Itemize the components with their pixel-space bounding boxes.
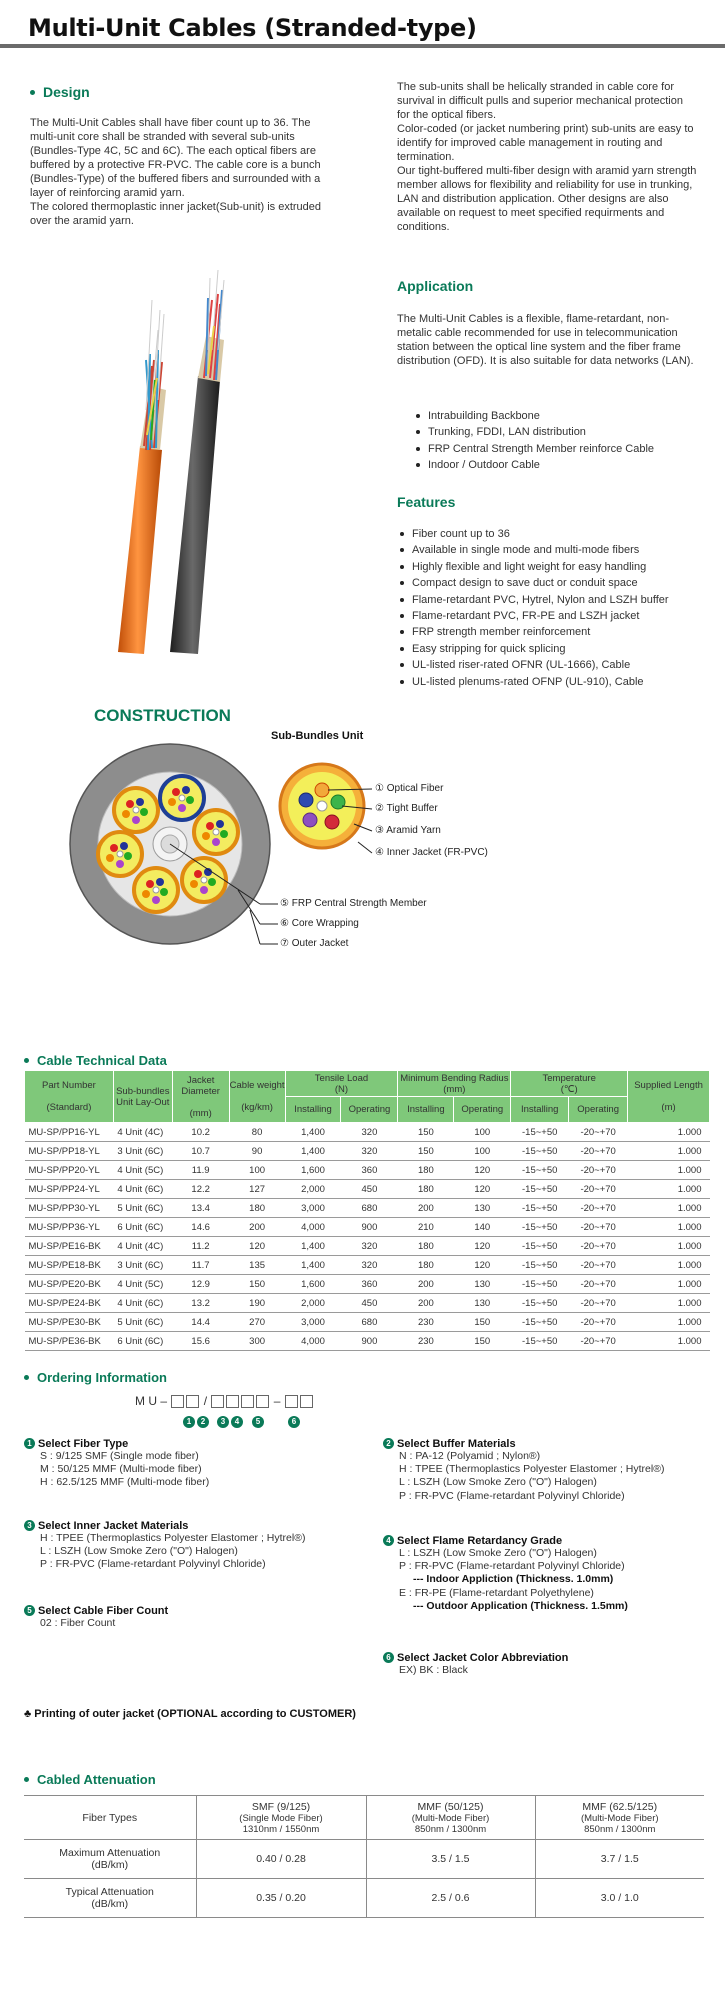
table-cell: 100: [229, 1161, 285, 1180]
table-cell: 6 Unit (6C): [113, 1332, 172, 1351]
table-cell: 1,600: [285, 1275, 341, 1294]
subunit-4: [182, 858, 226, 902]
table-cell: MU-SP/PP20-YL: [25, 1161, 114, 1180]
code-num: 6: [288, 1416, 300, 1428]
table-cell: MU-SP/PP18-YL: [25, 1142, 114, 1161]
list-item: Compact design to save duct or conduit space: [400, 575, 710, 591]
table-cell: 1.000: [628, 1332, 710, 1351]
subunit-3: [194, 810, 238, 854]
design-para-2: The colored thermoplastic inner jacket(Sub-unit) is extruded over the aramid yarn.: [30, 201, 322, 227]
design-right-1: The sub-units shall be helically stranded in cable core for survival in difficult pulls and superior mechanical protection for the optical fibers.: [397, 81, 683, 121]
list-item: UL-listed riser-rated OFNR (UL-1666), Cable: [400, 657, 710, 673]
subunit-5: [134, 868, 178, 912]
table-cell: 1.000: [628, 1142, 710, 1161]
table-cell: 120: [454, 1180, 511, 1199]
th-operating: Operating: [341, 1097, 398, 1123]
table-cell: 180: [398, 1237, 454, 1256]
table-cell: 140: [454, 1218, 511, 1237]
label-inner-jacket: ④ Inner Jacket (FR-PVC): [375, 847, 488, 858]
table-cell: -20~+70: [569, 1161, 628, 1180]
list-item: Highly flexible and light weight for easy handling: [400, 559, 710, 575]
ord-line: H : TPEE (Thermoplastics Polyester Elastomer ; Hytrel®): [399, 1463, 665, 1476]
label-aramid-yarn: ③ Aramid Yarn: [375, 825, 441, 836]
list-item: FRP strength member reinforcement: [400, 624, 710, 640]
table-cell: 2,000: [285, 1180, 341, 1199]
subunit-1: [114, 788, 158, 832]
order-inner-jacket: [24, 1520, 364, 1572]
table-cell: 180: [398, 1161, 454, 1180]
ord-line: L : LSZH (Low Smoke Zero ("O") Halogen): [399, 1547, 597, 1559]
table-cell: 1,400: [285, 1123, 341, 1142]
table-row: [25, 1313, 710, 1332]
code-box: [186, 1395, 199, 1408]
list-item: Easy stripping for quick splicing: [400, 641, 710, 657]
list-item: Indoor / Outdoor Cable: [416, 457, 706, 473]
ord-outdoor-note: --- Outdoor Application (Thickness. 1.5mm): [413, 1599, 628, 1612]
label-frp: ⑤ FRP Central Strength Member: [280, 898, 427, 909]
table-cell: -15~+50: [511, 1161, 569, 1180]
ord-line: H : TPEE (Thermoplastics Polyester Elastomer ; Hytrel®): [40, 1532, 306, 1544]
ord-line: L : LSZH (Low Smoke Zero ("O") Halogen): [399, 1476, 597, 1489]
list-item: Intrabuilding Backbone: [416, 408, 706, 424]
table-cell: 200: [398, 1199, 454, 1218]
table-cell: 127: [229, 1180, 285, 1199]
code-num: 2: [197, 1416, 209, 1428]
title-rule: [0, 44, 725, 48]
th-installing: Installing: [285, 1097, 341, 1123]
table-cell: 150: [454, 1313, 511, 1332]
table-row: [25, 1332, 710, 1351]
list-item: FRP Central Strength Member reinforce Cable: [416, 441, 706, 457]
bullet-icon: [24, 1058, 29, 1063]
table-cell: MU-SP/PP36-YL: [25, 1218, 114, 1237]
table-cell: 3,000: [285, 1313, 341, 1332]
design-right-3: Our tight-buffered multi-fiber design with aramid yarn strength member allows for flexibility and reliability for use in trunking, LAN and distribution application. Other designs are also available on request to meet specified requirments and conditions.: [397, 165, 697, 233]
th-installing: Installing: [398, 1097, 454, 1123]
table-row: [25, 1180, 710, 1199]
black-cable: [170, 270, 224, 654]
table-cell: 180: [398, 1256, 454, 1275]
table-cell: -15~+50: [511, 1123, 569, 1142]
table-cell: 230: [398, 1332, 454, 1351]
code-num: 3: [217, 1416, 229, 1428]
table-cell: -20~+70: [569, 1275, 628, 1294]
table-cell: -15~+50: [511, 1275, 569, 1294]
table-cell: 150: [398, 1123, 454, 1142]
table-cell: MU-SP/PP30-YL: [25, 1199, 114, 1218]
application-text: The Multi-Unit Cables is a flexible, flame-retardant, non-metalic cable recommended for use in telecommunication station between the optical line system and the fiber frame distribution (OFD). It is also suitable for data networks (LAN).: [397, 313, 694, 367]
table-cell: 1.000: [628, 1123, 710, 1142]
table-cell: -15~+50: [511, 1199, 569, 1218]
th-tensile: Tensile Load (N): [285, 1071, 398, 1097]
att-row-label: Maximum Attenuation (dB/km): [24, 1840, 196, 1879]
ord-title: Select Inner Jacket Materials: [38, 1520, 189, 1532]
code-box: [211, 1395, 224, 1408]
technical-heading-text: Cable Technical Data: [37, 1053, 167, 1068]
order-fiber-type: [24, 1438, 354, 1490]
code-box: [241, 1395, 254, 1408]
table-cell: 1,400: [285, 1142, 341, 1161]
table-cell: 320: [341, 1142, 398, 1161]
table-cell: 1.000: [628, 1199, 710, 1218]
code-box: [171, 1395, 184, 1408]
table-cell: -20~+70: [569, 1199, 628, 1218]
table-cell: 4,000: [285, 1332, 341, 1351]
table-cell: 1.000: [628, 1256, 710, 1275]
table-cell: 11.9: [172, 1161, 229, 1180]
table-cell: -20~+70: [569, 1332, 628, 1351]
bullet-icon: [30, 90, 35, 95]
table-cell: 360: [341, 1275, 398, 1294]
table-cell: 120: [454, 1161, 511, 1180]
table-cell: 135: [229, 1256, 285, 1275]
table-cell: 150: [454, 1332, 511, 1351]
orange-cable: [118, 300, 166, 654]
th-part: Part Number (Standard): [25, 1071, 114, 1123]
table-cell: 150: [229, 1275, 285, 1294]
table-cell: MU-SP/PE36-BK: [25, 1332, 114, 1351]
table-cell: 5 Unit (6C): [113, 1199, 172, 1218]
label-tight-buffer: ② Tight Buffer: [375, 803, 438, 814]
order-buffer: [383, 1438, 723, 1503]
th-operating: Operating: [454, 1097, 511, 1123]
table-cell: 680: [341, 1313, 398, 1332]
table-cell: 130: [454, 1275, 511, 1294]
label-optical-fiber: ① Optical Fiber: [375, 783, 444, 794]
att-cell: 0.35 / 0.20: [196, 1879, 366, 1918]
table-cell: -20~+70: [569, 1180, 628, 1199]
design-right-2: Color-coded (or jacket numbering print) sub-units are easy to identify for improved cable management in routing and termination.: [397, 123, 694, 163]
att-fiber-types: Fiber Types: [24, 1796, 196, 1840]
table-cell: 3 Unit (6C): [113, 1142, 172, 1161]
table-cell: 100: [454, 1142, 511, 1161]
subunit-6: [98, 832, 142, 876]
table-cell: 1.000: [628, 1275, 710, 1294]
ord-line: M : 50/125 MMF (Multi-mode fiber): [40, 1463, 202, 1476]
ord-line: 02 : Fiber Count: [40, 1617, 116, 1629]
application-heading: Application: [397, 278, 474, 294]
table-cell: -20~+70: [569, 1218, 628, 1237]
table-cell: 120: [229, 1237, 285, 1256]
table-cell: 210: [398, 1218, 454, 1237]
subunit-2: [160, 776, 204, 820]
order-code-numbers: [182, 1411, 301, 1429]
table-row: [25, 1237, 710, 1256]
table-cell: MU-SP/PP24-YL: [25, 1180, 114, 1199]
table-cell: 230: [398, 1313, 454, 1332]
attenuation-table: [24, 1795, 704, 1918]
order-code-prefix: M U –: [135, 1394, 168, 1408]
table-cell: 4,000: [285, 1218, 341, 1237]
table-cell: 11.2: [172, 1237, 229, 1256]
bullet-icon: [24, 1777, 29, 1782]
ord-num-badge: 2: [383, 1438, 394, 1449]
table-cell: 13.4: [172, 1199, 229, 1218]
table-cell: 130: [454, 1199, 511, 1218]
table-cell: MU-SP/PE18-BK: [25, 1256, 114, 1275]
table-cell: -15~+50: [511, 1294, 569, 1313]
technical-table: [24, 1070, 710, 1351]
ord-num-badge: 3: [24, 1520, 35, 1531]
list-item: Available in single mode and multi-mode fibers: [400, 542, 710, 558]
table-row: [24, 1840, 704, 1879]
table-cell: 360: [341, 1161, 398, 1180]
printing-note: ♣ Printing of outer jacket (OPTIONAL according to CUSTOMER): [24, 1708, 356, 1720]
th-supplied: Supplied Length (m): [628, 1071, 710, 1123]
table-cell: 10.7: [172, 1142, 229, 1161]
th-weight: Cable weight (kg/km): [229, 1071, 285, 1123]
table-cell: 6 Unit (6C): [113, 1218, 172, 1237]
label-outer-jacket: ⑦ Outer Jacket: [280, 938, 349, 949]
table-cell: -15~+50: [511, 1256, 569, 1275]
att-cell: 3.0 / 1.0: [535, 1879, 704, 1918]
table-cell: 100: [454, 1123, 511, 1142]
table-row: [25, 1142, 710, 1161]
code-box: [256, 1395, 269, 1408]
ord-line: N : PA-12 (Polyamid ; Nylon®): [399, 1450, 541, 1462]
attenuation-heading: [24, 1772, 156, 1787]
att-row-label: Typical Attenuation (dB/km): [24, 1879, 196, 1918]
table-cell: 200: [398, 1294, 454, 1313]
design-right-text: [397, 80, 697, 234]
list-item: Flame-retardant PVC, Hytrel, Nylon and LSZH buffer: [400, 592, 710, 608]
table-cell: 2,000: [285, 1294, 341, 1313]
table-row: [25, 1294, 710, 1313]
table-cell: 200: [398, 1275, 454, 1294]
table-row: [24, 1879, 704, 1918]
table-cell: 1.000: [628, 1218, 710, 1237]
table-cell: 300: [229, 1332, 285, 1351]
application-list: [416, 408, 706, 474]
table-cell: -20~+70: [569, 1237, 628, 1256]
design-para-1: The Multi-Unit Cables shall have fiber count up to 36. The multi-unit core shall be stranded with several sub-units (Bundles-Type 4C, 5C and 6C). The each optical fibers are buffered by a protective FR-PVC. The cable core is a bunch (Bundles-Type) of the buffered fibers and surrounded with a layer of reinforcing aramid yarn.: [30, 117, 321, 199]
table-cell: 190: [229, 1294, 285, 1313]
table-row: [25, 1218, 710, 1237]
ord-line: H : 62.5/125 MMF (Multi-mode fiber): [40, 1476, 210, 1489]
table-cell: MU-SP/PE30-BK: [25, 1313, 114, 1332]
att-col-mmf50: MMF (50/125) (Multi-Mode Fiber) 850nm / 1300nm: [366, 1796, 535, 1840]
cable-illustration: [100, 270, 290, 660]
att-cell: 2.5 / 0.6: [366, 1879, 535, 1918]
table-cell: 150: [398, 1142, 454, 1161]
table-row: [25, 1123, 710, 1142]
table-cell: 320: [341, 1237, 398, 1256]
features-list: [400, 526, 710, 690]
table-cell: 12.2: [172, 1180, 229, 1199]
code-num: 5: [252, 1416, 264, 1428]
table-cell: -15~+50: [511, 1180, 569, 1199]
table-cell: 1.000: [628, 1180, 710, 1199]
table-cell: -15~+50: [511, 1142, 569, 1161]
table-cell: 450: [341, 1294, 398, 1313]
table-cell: 1,600: [285, 1161, 341, 1180]
table-cell: 1,400: [285, 1237, 341, 1256]
table-cell: -20~+70: [569, 1142, 628, 1161]
table-cell: 90: [229, 1142, 285, 1161]
table-cell: 4 Unit (4C): [113, 1237, 172, 1256]
ord-line: E : FR-PE (Flame-retardant Polyethylene): [399, 1586, 594, 1599]
table-cell: 3 Unit (6C): [113, 1256, 172, 1275]
table-cell: MU-SP/PE20-BK: [25, 1275, 114, 1294]
table-cell: 80: [229, 1123, 285, 1142]
table-cell: 1.000: [628, 1161, 710, 1180]
code-box: [226, 1395, 239, 1408]
table-cell: 12.9: [172, 1275, 229, 1294]
ord-line: P : FR-PVC (Flame-retardant Polyvinyl Chloride): [399, 1489, 625, 1502]
subunit-detail: [280, 764, 364, 848]
table-cell: -20~+70: [569, 1256, 628, 1275]
table-cell: 320: [341, 1256, 398, 1275]
table-cell: -15~+50: [511, 1237, 569, 1256]
ord-title: Select Jacket Color Abbreviation: [397, 1652, 569, 1664]
table-cell: -15~+50: [511, 1332, 569, 1351]
table-cell: 11.7: [172, 1256, 229, 1275]
design-heading-text: Design: [43, 84, 90, 100]
table-cell: 4 Unit (6C): [113, 1180, 172, 1199]
att-cell: 0.40 / 0.28: [196, 1840, 366, 1879]
table-cell: 4 Unit (6C): [113, 1294, 172, 1313]
code-num: 1: [183, 1416, 195, 1428]
table-cell: 450: [341, 1180, 398, 1199]
table-cell: 180: [229, 1199, 285, 1218]
table-row: [25, 1161, 710, 1180]
ord-line: L : LSZH (Low Smoke Zero ("O") Halogen): [40, 1545, 238, 1558]
table-cell: 1.000: [628, 1237, 710, 1256]
table-cell: 3,000: [285, 1199, 341, 1218]
subunit-title: Sub-Bundles Unit: [271, 730, 364, 742]
ord-title: Select Flame Retardancy Grade: [397, 1535, 563, 1547]
design-heading: [30, 84, 90, 100]
table-cell: 1.000: [628, 1294, 710, 1313]
ord-title: Select Cable Fiber Count: [38, 1605, 169, 1617]
list-item: Fiber count up to 36: [400, 526, 710, 542]
table-cell: 200: [229, 1218, 285, 1237]
code-num: 4: [231, 1416, 243, 1428]
features-heading: Features: [397, 494, 456, 510]
table-cell: MU-SP/PE16-BK: [25, 1237, 114, 1256]
technical-table-body: [25, 1123, 710, 1351]
table-row: [25, 1199, 710, 1218]
table-cell: -20~+70: [569, 1123, 628, 1142]
label-core-wrapping: ⑥ Core Wrapping: [280, 918, 359, 929]
att-col-smf: SMF (9/125) (Single Mode Fiber) 1310nm / 1550nm: [196, 1796, 366, 1840]
table-cell: 14.4: [172, 1313, 229, 1332]
ord-num-badge: 5: [24, 1605, 35, 1616]
order-flame: [383, 1535, 723, 1613]
table-cell: 15.6: [172, 1332, 229, 1351]
att-cell: 3.5 / 1.5: [366, 1840, 535, 1879]
design-text: [30, 116, 330, 228]
table-cell: 13.2: [172, 1294, 229, 1313]
table-cell: 270: [229, 1313, 285, 1332]
table-cell: -15~+50: [511, 1313, 569, 1332]
table-cell: 680: [341, 1199, 398, 1218]
att-cell: 3.7 / 1.5: [535, 1840, 704, 1879]
table-cell: -20~+70: [569, 1294, 628, 1313]
table-cell: 900: [341, 1332, 398, 1351]
th-jacket: Jacket Diameter (mm): [172, 1071, 229, 1123]
order-color: [383, 1652, 713, 1677]
page-title: Multi-Unit Cables (Stranded-type): [28, 14, 477, 42]
table-cell: 1,400: [285, 1256, 341, 1275]
table-cell: 120: [454, 1237, 511, 1256]
ordering-heading-text: Ordering Information: [37, 1370, 167, 1385]
ord-line: EX) BK : Black: [399, 1664, 468, 1676]
th-temperature: Temperature (℃): [511, 1071, 628, 1097]
table-cell: 900: [341, 1218, 398, 1237]
attenuation-heading-text: Cabled Attenuation: [37, 1772, 156, 1787]
order-fiber-count: [24, 1605, 354, 1630]
table-cell: 4 Unit (5C): [113, 1161, 172, 1180]
ord-line: P : FR-PVC (Flame-retardant Polyvinyl Chloride): [40, 1558, 266, 1571]
ord-line: P : FR-PVC (Flame-retardant Polyvinyl Chloride): [399, 1560, 625, 1573]
table-cell: -15~+50: [511, 1218, 569, 1237]
th-subbundles: Sub-bundles Unit Lay-Out: [113, 1071, 172, 1123]
table-cell: 4 Unit (4C): [113, 1123, 172, 1142]
att-col-mmf625: MMF (62.5/125) (Multi-Mode Fiber) 850nm / 1300nm: [535, 1796, 704, 1840]
th-bending: Minimum Bending Radius (mm): [398, 1071, 511, 1097]
table-cell: 14.6: [172, 1218, 229, 1237]
table-cell: 4 Unit (5C): [113, 1275, 172, 1294]
table-cell: 1.000: [628, 1313, 710, 1332]
table-cell: -20~+70: [569, 1313, 628, 1332]
technical-heading: [24, 1053, 167, 1068]
list-item: Trunking, FDDI, LAN distribution: [416, 424, 706, 440]
construction-heading: CONSTRUCTION: [94, 706, 231, 725]
list-item: UL-listed plenums-rated OFNP (UL-910), Cable: [400, 674, 710, 690]
ord-title: Select Buffer Materials: [397, 1438, 516, 1450]
ord-title: Select Fiber Type: [38, 1438, 129, 1450]
table-cell: MU-SP/PP16-YL: [25, 1123, 114, 1142]
ordering-heading: [24, 1370, 167, 1385]
table-row: [25, 1275, 710, 1294]
list-item: Flame-retardant PVC, FR-PE and LSZH jacket: [400, 608, 710, 624]
table-cell: 10.2: [172, 1123, 229, 1142]
bullet-icon: [24, 1375, 29, 1380]
table-cell: 5 Unit (6C): [113, 1313, 172, 1332]
ord-num-badge: 1: [24, 1438, 35, 1449]
th-installing: Installing: [511, 1097, 569, 1123]
ord-indoor-note: --- Indoor Appliction (Thickness. 1.0mm): [413, 1573, 614, 1586]
table-cell: 180: [398, 1180, 454, 1199]
order-code: M U – / –: [135, 1394, 314, 1408]
table-cell: 120: [454, 1256, 511, 1275]
table-cell: 130: [454, 1294, 511, 1313]
code-box: [285, 1395, 298, 1408]
code-box: [300, 1395, 313, 1408]
ord-num-badge: 6: [383, 1652, 394, 1663]
table-cell: MU-SP/PE24-BK: [25, 1294, 114, 1313]
th-operating: Operating: [569, 1097, 628, 1123]
ord-line: S : 9/125 SMF (Single mode fiber): [40, 1450, 199, 1462]
ord-num-badge: 4: [383, 1535, 394, 1546]
table-cell: 320: [341, 1123, 398, 1142]
table-row: [25, 1256, 710, 1275]
